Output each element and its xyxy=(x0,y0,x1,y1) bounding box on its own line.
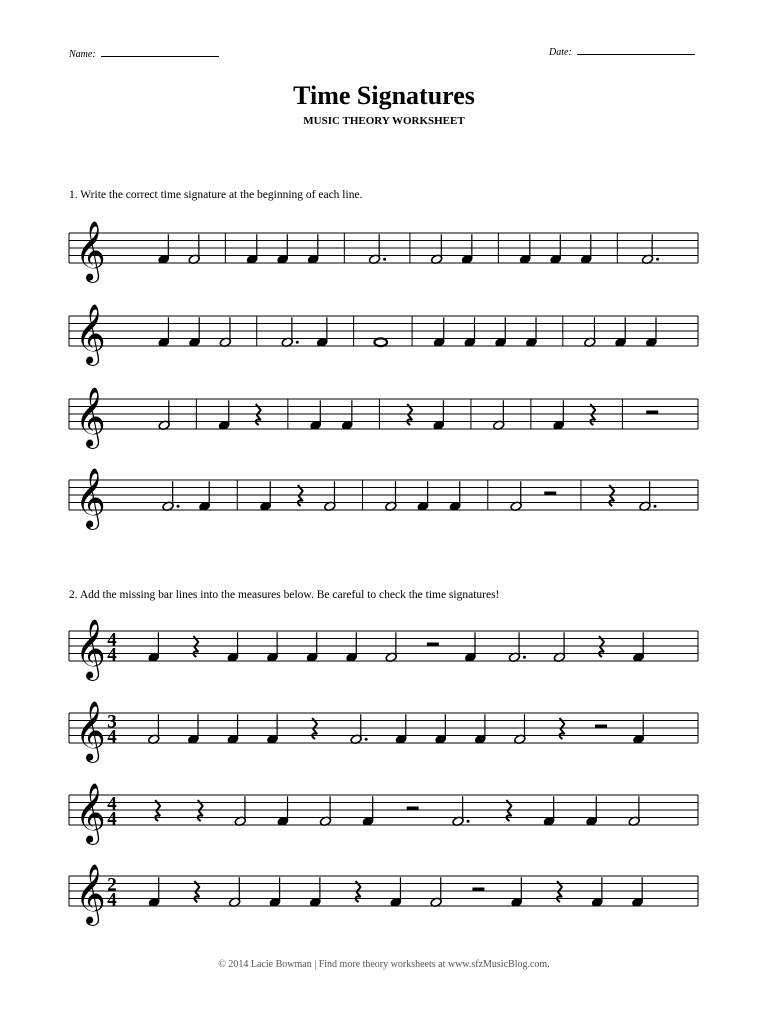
half-note xyxy=(385,632,397,662)
treble-clef-icon: 𝄞 xyxy=(75,785,106,842)
dotted-half-note xyxy=(350,714,368,744)
time-signature-bottom: 4 xyxy=(107,726,117,748)
staff xyxy=(69,387,698,449)
augmentation-dot xyxy=(296,341,299,344)
quarter-note xyxy=(362,796,374,826)
quarter-note xyxy=(449,481,461,511)
quarter-note xyxy=(198,481,210,511)
augmentation-dot xyxy=(523,656,526,659)
half-note xyxy=(324,481,336,511)
half-note xyxy=(430,877,442,907)
staff xyxy=(69,701,698,763)
quarter-note xyxy=(187,714,199,744)
half-note xyxy=(584,317,596,347)
time-signature xyxy=(107,712,117,748)
quarter-note xyxy=(218,400,230,430)
quarter-note xyxy=(461,234,473,264)
half-note xyxy=(319,796,331,826)
time-signature-top: 4 xyxy=(107,629,117,651)
treble-clef-icon: 𝄞 xyxy=(75,703,106,760)
half-note xyxy=(158,400,170,430)
footer-credit: © 2014 Lacie Bowman | Find more theory worksheets at www.sfzMusicBlog.com. xyxy=(218,959,550,970)
quarter-note xyxy=(390,877,402,907)
quarter-note xyxy=(580,234,592,264)
quarter-note xyxy=(550,234,562,264)
quarter-note xyxy=(307,234,319,264)
half-note xyxy=(514,714,526,744)
dotted-half-note xyxy=(639,481,657,511)
quarter-note xyxy=(632,714,644,744)
quarter-note xyxy=(525,317,537,347)
instruction-2: 2. Add the missing bar lines into the measures below. Be careful to check the time signatures! xyxy=(69,589,500,601)
dotted-half-note xyxy=(162,481,180,511)
quarter-note xyxy=(464,317,476,347)
page-subtitle: MUSIC THEORY WORKSHEET xyxy=(303,115,465,127)
treble-clef-icon: 𝄞 xyxy=(75,389,106,446)
half-rest-icon xyxy=(407,807,419,811)
dotted-half-note xyxy=(368,234,386,264)
dotted-half-note xyxy=(641,234,659,264)
quarter-note xyxy=(553,400,565,430)
augmentation-dot xyxy=(656,258,659,261)
time-signature-bottom: 4 xyxy=(107,889,117,911)
quarter-note xyxy=(309,877,321,907)
quarter-note xyxy=(188,317,200,347)
page-title: Time Signatures xyxy=(293,81,475,110)
quarter-note xyxy=(148,632,160,662)
quarter-note xyxy=(306,632,318,662)
staff xyxy=(69,468,698,530)
whole-note xyxy=(374,338,387,346)
quarter-note xyxy=(148,877,160,907)
half-note xyxy=(385,481,397,511)
instruction-1: 1. Write the correct time signature at the beginning of each line. xyxy=(69,189,363,201)
half-note xyxy=(628,796,640,826)
time-signature-bottom: 4 xyxy=(107,644,117,666)
quarter-note xyxy=(266,632,278,662)
time-signature xyxy=(107,630,117,666)
half-note xyxy=(510,481,522,511)
time-signature-top: 4 xyxy=(107,793,117,815)
quarter-note xyxy=(645,317,657,347)
quarter-note xyxy=(433,317,445,347)
dotted-half-note xyxy=(452,796,470,826)
staff xyxy=(69,619,698,681)
quarter-note xyxy=(316,317,328,347)
treble-clef-icon: 𝄞 xyxy=(75,306,106,363)
half-note xyxy=(493,400,505,430)
treble-clef-icon: 𝄞 xyxy=(75,866,106,923)
quarter-note xyxy=(614,317,626,347)
staff xyxy=(69,783,698,845)
quarter-note xyxy=(246,234,258,264)
quarter-note xyxy=(511,877,523,907)
quarter-note xyxy=(227,714,239,744)
quarter-note xyxy=(474,714,486,744)
quarter-note xyxy=(417,481,429,511)
quarter-note xyxy=(341,400,353,430)
staff xyxy=(69,304,698,366)
augmentation-dot xyxy=(383,258,386,261)
quarter-note xyxy=(277,234,289,264)
half-rest-icon xyxy=(544,492,556,496)
half-note xyxy=(234,796,246,826)
augmentation-dot xyxy=(654,505,657,508)
half-note xyxy=(229,877,241,907)
half-note xyxy=(553,632,565,662)
quarter-note xyxy=(158,234,170,264)
quarter-note xyxy=(495,317,507,347)
staff xyxy=(69,221,698,283)
note-head xyxy=(374,338,387,346)
half-note xyxy=(148,714,160,744)
quarter-note xyxy=(227,632,239,662)
quarter-note xyxy=(277,796,289,826)
name-label: Name: xyxy=(69,49,96,60)
quarter-note xyxy=(632,632,644,662)
dotted-half-note xyxy=(508,632,526,662)
half-rest-icon xyxy=(646,411,658,415)
augmentation-dot xyxy=(365,738,368,741)
date-label: Date: xyxy=(549,47,572,58)
quarter-note xyxy=(591,877,603,907)
half-rest-icon xyxy=(427,643,439,647)
treble-clef-icon: 𝄞 xyxy=(75,470,106,527)
quarter-note xyxy=(346,632,358,662)
quarter-note xyxy=(433,400,445,430)
time-signature xyxy=(107,875,117,911)
time-signature-bottom: 4 xyxy=(107,808,117,830)
treble-clef-icon: 𝄞 xyxy=(75,223,106,280)
time-signature-top: 3 xyxy=(107,711,117,733)
staff xyxy=(69,864,698,926)
time-signature xyxy=(107,794,117,830)
quarter-note xyxy=(158,317,170,347)
half-note xyxy=(219,317,231,347)
quarter-note xyxy=(259,481,271,511)
treble-clef-icon: 𝄞 xyxy=(75,621,106,678)
half-rest-icon xyxy=(472,888,484,892)
dotted-half-note xyxy=(281,317,299,347)
half-note xyxy=(188,234,200,264)
time-signature-top: 2 xyxy=(107,874,117,896)
quarter-note xyxy=(631,877,643,907)
half-note xyxy=(431,234,443,264)
quarter-note xyxy=(395,714,407,744)
quarter-note xyxy=(435,714,447,744)
augmentation-dot xyxy=(177,505,180,508)
quarter-note xyxy=(585,796,597,826)
quarter-note xyxy=(464,632,476,662)
quarter-note xyxy=(310,400,322,430)
quarter-note xyxy=(266,714,278,744)
quarter-note xyxy=(269,877,281,907)
augmentation-dot xyxy=(467,820,470,823)
quarter-note xyxy=(543,796,555,826)
quarter-note xyxy=(519,234,531,264)
half-rest-icon xyxy=(595,725,607,729)
